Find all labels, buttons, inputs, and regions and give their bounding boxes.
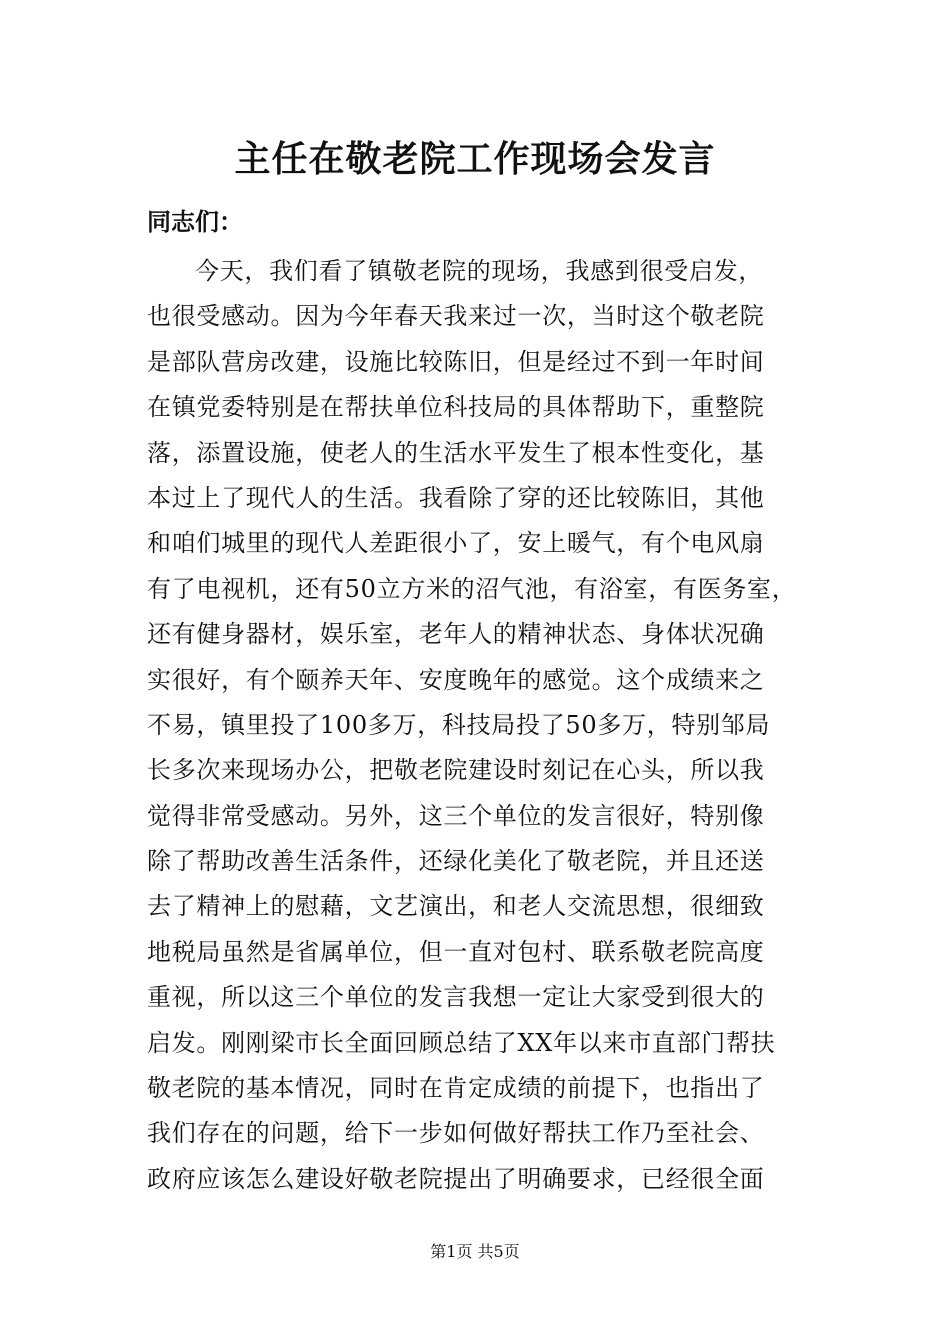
text-line: 实很好，有个颐养天年、安度晚年的感觉。这个成绩来之 [147, 665, 765, 694]
text-line: 在镇党委特别是在帮扶单位科技局的具体帮助下，重整院 [147, 393, 765, 422]
text-line: 也很受感动。因为今年春天我来过一次，当时这个敬老院 [147, 302, 765, 331]
text-line: 和咱们城里的现代人差距很小了，安上暖气，有个电风扇 [147, 529, 765, 558]
text-line: 今天，我们看了镇敬老院的现场，我感到很受启发， [195, 257, 764, 285]
text-line: 长多次来现场办公，把敬老院建设时刻记在心头，所以我 [147, 756, 765, 785]
text-line: 不易，镇里投了100多万，科技局投了50多万，特别邹局 [147, 710, 771, 739]
text-line: 觉得非常受感动。另外，这三个单位的发言很好，特别像 [147, 801, 765, 830]
page-number-footer: 第1页 共5页 [430, 1242, 520, 1261]
salutation: 同志们： [147, 207, 243, 236]
text-line: 是部队营房改建，设施比较陈旧，但是经过不到一年时间 [147, 347, 765, 376]
text-line: 政府应该怎么建设好敬老院提出了明确要求，已经很全面 [147, 1164, 765, 1193]
text-line: 有了电视机，还有50立方米的沼气池，有浴室，有医务室， [147, 574, 797, 603]
text-line: 本过上了现代人的生活。我看除了穿的还比较陈旧，其他 [147, 483, 765, 512]
text-line: 我们存在的问题，给下一步如何做好帮扶工作乃至社会、 [147, 1119, 765, 1148]
text-line: 敬老院的基本情况，同时在肯定成绩的前提下，也指出了 [147, 1074, 765, 1103]
text-line: 地税局虽然是省属单位，但一直对包村、联系敬老院高度 [147, 937, 765, 966]
document-title: 主任在敬老院工作现场会发言 [234, 138, 716, 180]
body-text [147, 249, 837, 1202]
text-line: 去了精神上的慰藉，文艺演出，和老人交流思想，很细致 [147, 892, 765, 921]
text-line: 还有健身器材，娱乐室，老年人的精神状态、身体状况确 [147, 620, 765, 649]
text-line: 落，添置设施，使老人的生活水平发生了根本性变化，基 [147, 438, 765, 467]
text-line: 除了帮助改善生活条件，还绿化美化了敬老院，并且还送 [147, 847, 765, 876]
text-line: 启发。刚刚梁市长全面回顾总结了XX年以来市直部门帮扶 [147, 1028, 776, 1057]
text-line: 重视，所以这三个单位的发言我想一定让大家受到很大的 [147, 983, 765, 1012]
